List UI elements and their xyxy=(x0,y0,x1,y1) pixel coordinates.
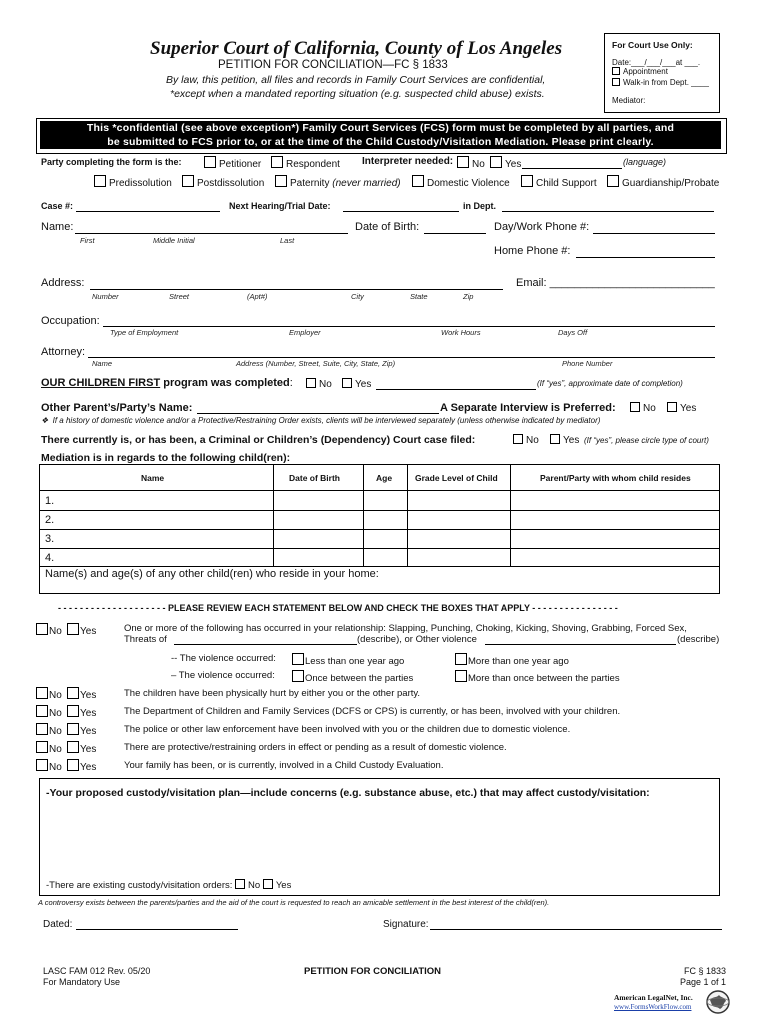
q1-describe-label: (describe) xyxy=(677,634,720,645)
children-first-no-option[interactable] xyxy=(306,378,332,390)
postdissolution-option[interactable] xyxy=(182,175,264,189)
footer-code: FC § 1833 xyxy=(684,966,727,976)
petitioner-checkbox[interactable] xyxy=(204,156,216,168)
hearing-date-field[interactable] xyxy=(343,211,459,212)
children-first-date-field[interactable] xyxy=(376,389,536,390)
q1-no-label: No xyxy=(49,626,62,637)
work-phone-label: Day/Work Phone #: xyxy=(494,221,590,233)
criminal-yes-option[interactable] xyxy=(550,434,579,446)
children-first-rest: program was completed xyxy=(160,377,290,389)
more-year-checkbox[interactable] xyxy=(455,653,467,665)
address-number-caption: Number xyxy=(92,292,119,301)
col-header-dob: Date of Birth xyxy=(289,473,340,483)
dept-label: in Dept. xyxy=(463,201,496,211)
petitioner-option[interactable] xyxy=(204,156,261,170)
footer-page: Page 1 of 1 xyxy=(680,977,727,987)
case-number-label: Case #: xyxy=(41,201,74,211)
interpreter-yes-checkbox[interactable] xyxy=(490,156,502,168)
s1-yes-checkbox[interactable] xyxy=(67,687,79,699)
hearing-date-label: Next Hearing/Trial Date: xyxy=(229,201,331,211)
address-street-caption: Street xyxy=(169,292,190,301)
paternity-note: (never married) xyxy=(332,178,401,189)
separate-no-label: No xyxy=(643,403,656,414)
address-state-caption: State xyxy=(410,292,428,301)
name-last-caption: Last xyxy=(280,236,295,245)
interpreter-label: Interpreter needed: xyxy=(362,156,454,167)
q1-text-line1: One or more of the following has occurred in your relationship: Slapping, Punching, Choking, Kicking, Shoving, Grabbing, Forced Sex, xyxy=(124,623,687,634)
col-header-grade: Grade Level of Child xyxy=(415,473,498,483)
once-checkbox[interactable] xyxy=(292,670,304,682)
once-label: Once between the parties xyxy=(305,673,414,684)
s3-no-label: No xyxy=(49,726,62,737)
name-first-caption: First xyxy=(80,236,95,245)
separate-no-option[interactable] xyxy=(630,402,656,414)
children-first-yes-option[interactable] xyxy=(342,378,371,390)
court-use-date[interactable]: Date:___/___/___at ___. xyxy=(612,58,701,67)
s2-no-checkbox[interactable] xyxy=(36,705,48,717)
s2-yes-checkbox[interactable] xyxy=(67,705,79,717)
criminal-yes-checkbox[interactable] xyxy=(550,434,560,444)
employment-type-caption: Type of Employment xyxy=(110,328,179,337)
publisher-name: American LegalNet, Inc. xyxy=(614,993,693,1002)
domestic-violence-checkbox[interactable] xyxy=(412,175,424,187)
more-once-option[interactable] xyxy=(455,670,620,684)
existing-yes-checkbox[interactable] xyxy=(263,879,273,889)
paternity-option[interactable] xyxy=(275,175,401,189)
statement-1: The children have been physically hurt by either you or the other party. xyxy=(124,688,421,699)
attorney-label: Attorney: xyxy=(41,346,86,358)
diamond-bullet-icon: ❖ xyxy=(41,416,49,425)
criminal-no-option[interactable] xyxy=(513,434,539,446)
table-col-divider xyxy=(363,464,364,566)
existing-no-checkbox[interactable] xyxy=(235,879,245,889)
less-year-label: Less than one year ago xyxy=(305,656,405,667)
separate-yes-checkbox[interactable] xyxy=(667,402,677,412)
table-row-divider xyxy=(39,566,719,567)
children-first-note: (If “yes”, approximate date of completion) xyxy=(537,379,683,388)
address-apt-caption: (Apt#) xyxy=(247,292,268,301)
q1-yes-label: Yes xyxy=(80,626,97,637)
party-label: Party completing the form is the: xyxy=(41,157,182,167)
address-label: Address: xyxy=(41,277,85,289)
predissolution-label: Predissolution xyxy=(109,178,172,189)
appointment-option[interactable] xyxy=(612,67,668,76)
table-col-divider xyxy=(407,464,408,566)
child-support-option[interactable] xyxy=(521,175,597,189)
table-row[interactable]: 4. xyxy=(45,552,55,564)
form-title: PETITION FOR CONCILIATION—FC § 1833 xyxy=(218,59,448,71)
address-city-caption: City xyxy=(351,292,364,301)
interpreter-yes-label: Yes xyxy=(505,159,522,170)
paternity-label: Paternity xyxy=(290,178,330,189)
employer-caption: Employer xyxy=(289,328,321,337)
children-first-no-checkbox[interactable] xyxy=(306,378,316,388)
table-row[interactable]: 3. xyxy=(45,533,55,545)
children-first-label xyxy=(41,377,293,389)
s2-no-label: No xyxy=(49,708,62,719)
mediator-label: Mediator: xyxy=(612,96,646,105)
domestic-violence-option[interactable] xyxy=(412,175,510,189)
attorney-field[interactable] xyxy=(88,357,715,358)
home-phone-label: Home Phone #: xyxy=(494,245,571,257)
col-header-age: Age xyxy=(376,473,393,483)
q1-yes-option[interactable] xyxy=(67,623,96,637)
less-year-checkbox[interactable] xyxy=(292,653,304,665)
s4-yes-option[interactable] xyxy=(67,741,96,755)
children-first-no-label: No xyxy=(319,379,332,390)
table-row[interactable]: 2. xyxy=(45,514,55,526)
email-label[interactable]: Email: ___________________________ xyxy=(516,277,715,289)
table-row[interactable]: 1. xyxy=(45,495,55,507)
q1-threats-label: Threats of xyxy=(124,634,167,645)
separate-interview-label: A Separate Interview is Preferred: xyxy=(440,402,616,414)
guardianship-label: Guardianship/Probate xyxy=(622,178,720,189)
publisher-logo xyxy=(612,989,732,1017)
paternity-checkbox[interactable] xyxy=(275,175,287,187)
s1-no-label: No xyxy=(49,690,62,701)
s4-no-checkbox[interactable] xyxy=(36,741,48,753)
s5-yes-label: Yes xyxy=(80,762,97,773)
s4-yes-label: Yes xyxy=(80,744,97,755)
criminal-case-label: There currently is, or has been, a Criminal or Children’s (Dependency) Court case filed: xyxy=(41,434,476,446)
existing-orders-text: -There are existing custody/visitation orders: xyxy=(46,880,233,891)
criminal-note: (If “yes”, please circle type of court) xyxy=(584,436,709,445)
more-year-label: More than one year ago xyxy=(468,656,569,667)
s3-yes-label: Yes xyxy=(80,726,97,737)
court-use-box xyxy=(604,33,720,113)
col-header-name: Name xyxy=(141,473,165,483)
occupation-field[interactable] xyxy=(103,326,715,327)
criminal-no-label: No xyxy=(526,435,539,446)
dob-field[interactable] xyxy=(424,233,486,234)
appointment-checkbox[interactable] xyxy=(612,67,620,75)
existing-orders-label xyxy=(46,879,291,891)
attorney-name-caption: Name xyxy=(92,359,113,368)
table-col-divider xyxy=(510,464,511,566)
s1-yes-option[interactable] xyxy=(67,687,96,701)
respondent-option[interactable] xyxy=(271,156,340,170)
separate-yes-label: Yes xyxy=(680,403,697,414)
guardianship-option[interactable] xyxy=(607,175,719,189)
work-hours-caption: Work Hours xyxy=(441,328,481,337)
q1-other-violence-label: (describe), or Other violence xyxy=(357,634,477,645)
postdissolution-checkbox[interactable] xyxy=(182,175,194,187)
s2-yes-label: Yes xyxy=(80,708,97,719)
s4-yes-checkbox[interactable] xyxy=(67,741,79,753)
language-label: (language) xyxy=(623,157,667,167)
criminal-yes-label: Yes xyxy=(563,435,580,446)
dv-note-text: If a history of domestic violence and/or a Protective/Restraining Order exists, clients will be interviewed separately (unless otherwise indicated by mediator) xyxy=(52,416,601,425)
less-year-option[interactable] xyxy=(292,653,404,667)
statement-3: The police or other law enforcement have been involved with you or the children due to domestic violence. xyxy=(124,724,571,735)
predissolution-option[interactable] xyxy=(94,175,172,189)
days-off-caption: Days Off xyxy=(558,328,588,337)
s3-no-checkbox[interactable] xyxy=(36,723,48,735)
signature-field[interactable] xyxy=(430,929,722,930)
once-option[interactable] xyxy=(292,670,413,684)
signature-label: Signature: xyxy=(383,919,429,930)
dated-label: Dated: xyxy=(43,919,73,930)
interpreter-no-checkbox[interactable] xyxy=(457,156,469,168)
work-phone-field[interactable] xyxy=(593,233,715,234)
s5-no-option[interactable] xyxy=(36,759,62,773)
respondent-checkbox[interactable] xyxy=(271,156,283,168)
confidential-notice-1: By law, this petition, all files and records in Family Court Services are confidential, xyxy=(166,74,546,86)
name-middle-caption: Middle Initial xyxy=(153,236,195,245)
s5-no-label: No xyxy=(49,762,62,773)
globe-icon xyxy=(705,989,731,1015)
occurred-label-2: – The violence occurred: xyxy=(171,670,275,681)
name-field[interactable] xyxy=(75,233,348,234)
other-violence-field[interactable] xyxy=(485,644,676,645)
form-id: LASC FAM 012 Rev. 05/20 xyxy=(43,966,151,976)
s5-yes-checkbox[interactable] xyxy=(67,759,79,771)
more-once-checkbox[interactable] xyxy=(455,670,467,682)
more-once-label: More than once between the parties xyxy=(468,673,620,684)
s3-yes-option[interactable] xyxy=(67,723,96,737)
court-title: Superior Court of California, County of Los Angeles xyxy=(150,38,563,59)
s5-yes-option[interactable] xyxy=(67,759,96,773)
address-zip-caption: Zip xyxy=(463,292,474,301)
col-header-resides: Parent/Party with whom child resides xyxy=(540,473,691,483)
statement-5: Your family has been, or is currently, involved in a Child Custody Evaluation. xyxy=(124,760,444,771)
s2-no-option[interactable] xyxy=(36,705,62,719)
children-first-yes-label: Yes xyxy=(355,379,372,390)
case-number-field[interactable] xyxy=(76,211,220,212)
s4-no-label: No xyxy=(49,744,62,755)
statement-2: The Department of Children and Family Services (DCFS or CPS) is currently, or has been, involved with your children. xyxy=(124,706,621,717)
existing-yes-label: Yes xyxy=(275,880,292,891)
other-parent-field[interactable] xyxy=(197,413,439,414)
separate-no-checkbox[interactable] xyxy=(630,402,640,412)
criminal-no-checkbox[interactable] xyxy=(513,434,523,444)
s4-no-option[interactable] xyxy=(36,741,62,755)
court-use-title: For Court Use Only: xyxy=(612,40,693,50)
interpreter-no-option[interactable] xyxy=(457,156,485,170)
occupation-label: Occupation: xyxy=(41,315,100,327)
postdissolution-label: Postdissolution xyxy=(197,178,265,189)
domestic-violence-label: Domestic Violence xyxy=(427,178,510,189)
dated-field[interactable] xyxy=(76,929,238,930)
attorney-phone-caption: Phone Number xyxy=(562,359,613,368)
instruction-banner xyxy=(40,121,721,149)
threats-field[interactable] xyxy=(174,644,357,645)
children-first-program: OUR CHILDREN FIRST xyxy=(41,377,161,389)
interpreter-yes-option[interactable] xyxy=(490,156,521,170)
walkin-label: Walk-in from Dept. ____ xyxy=(623,78,709,87)
other-parent-label: Other Parent’s/Party’s Name: xyxy=(41,402,193,414)
dv-note xyxy=(41,416,600,425)
footer-center-title: PETITION FOR CONCILIATION xyxy=(304,966,442,977)
children-first-yes-checkbox[interactable] xyxy=(342,378,352,388)
custody-plan-heading: -Your proposed custody/visitation plan—include concerns (e.g. substance abuse, etc.) that may affect custody/visitation: xyxy=(46,787,650,799)
table-row-divider xyxy=(39,548,719,549)
children-first-colon: : xyxy=(289,377,293,389)
mandatory-use: For Mandatory Use xyxy=(43,977,121,987)
publisher-url[interactable]: www.FormsWorkFlow.com xyxy=(614,1003,692,1011)
statement-4: There are protective/restraining orders in effect or pending as a result of domestic violence. xyxy=(124,742,507,753)
petitioner-label: Petitioner xyxy=(219,159,262,170)
confidential-notice-2: *except when a mandated reporting situation (e.g. suspected child abuse) exists. xyxy=(170,88,545,100)
interpreter-no-label: No xyxy=(472,159,485,170)
child-support-label: Child Support xyxy=(536,178,597,189)
table-col-divider xyxy=(273,464,274,566)
address-field[interactable] xyxy=(90,289,503,290)
review-heading: - - - - - - - - - - - - - - - - - - - - PLEASE REVIEW EACH STATEMENT BELOW AND CHECK THE BOXES THAT APPLY - - - - - - - - - - - - - - - - xyxy=(58,603,618,613)
dob-label: Date of Birth: xyxy=(355,221,420,233)
s2-yes-option[interactable] xyxy=(67,705,96,719)
s1-yes-label: Yes xyxy=(80,690,97,701)
controversy-statement: A controversy exists between the parents/parties and the aid of the court is requested to reach an amicable settlement in the best interest of the child(ren). xyxy=(38,898,550,907)
s5-no-checkbox[interactable] xyxy=(36,759,48,771)
attorney-address-caption: Address (Number, Street, Suite, City, State, Zip) xyxy=(236,359,396,368)
table-header-divider xyxy=(39,490,719,491)
banner-line-2: be submitted to FCS prior to, or at the time of the Child Custody/Visitation Mediation. Please print clearly. xyxy=(107,136,654,148)
dept-field[interactable] xyxy=(502,211,714,212)
s1-no-checkbox[interactable] xyxy=(36,687,48,699)
occurred-label-1: -- The violence occurred: xyxy=(171,653,276,664)
separate-yes-option[interactable] xyxy=(667,402,696,414)
banner-line-1: This *confidential (see above exception*) Family Court Services (FCS) form must be completed by all parties, and xyxy=(86,122,675,134)
other-children-label[interactable]: Name(s) and age(s) of any other child(ren) who reside in your home: xyxy=(45,568,379,580)
walkin-option[interactable] xyxy=(612,78,709,87)
table-row-divider xyxy=(39,529,719,530)
appointment-label: Appointment xyxy=(623,67,668,76)
respondent-label: Respondent xyxy=(286,159,340,170)
walkin-checkbox[interactable] xyxy=(612,78,620,86)
s3-no-option[interactable] xyxy=(36,723,62,737)
q1-yes-checkbox[interactable] xyxy=(67,623,79,635)
guardianship-checkbox[interactable] xyxy=(607,175,619,187)
s3-yes-checkbox[interactable] xyxy=(67,723,79,735)
more-year-option[interactable] xyxy=(455,653,569,667)
predissolution-checkbox[interactable] xyxy=(94,175,106,187)
existing-no-label: No xyxy=(248,880,261,891)
language-field[interactable] xyxy=(522,168,622,169)
children-table-title: Mediation is in regards to the following child(ren): xyxy=(41,452,291,464)
home-phone-field[interactable] xyxy=(576,257,715,258)
q1-no-option[interactable] xyxy=(36,623,62,637)
child-support-checkbox[interactable] xyxy=(521,175,533,187)
name-label: Name: xyxy=(41,221,74,233)
q1-no-checkbox[interactable] xyxy=(36,623,48,635)
s1-no-option[interactable] xyxy=(36,687,62,701)
table-row-divider xyxy=(39,510,719,511)
